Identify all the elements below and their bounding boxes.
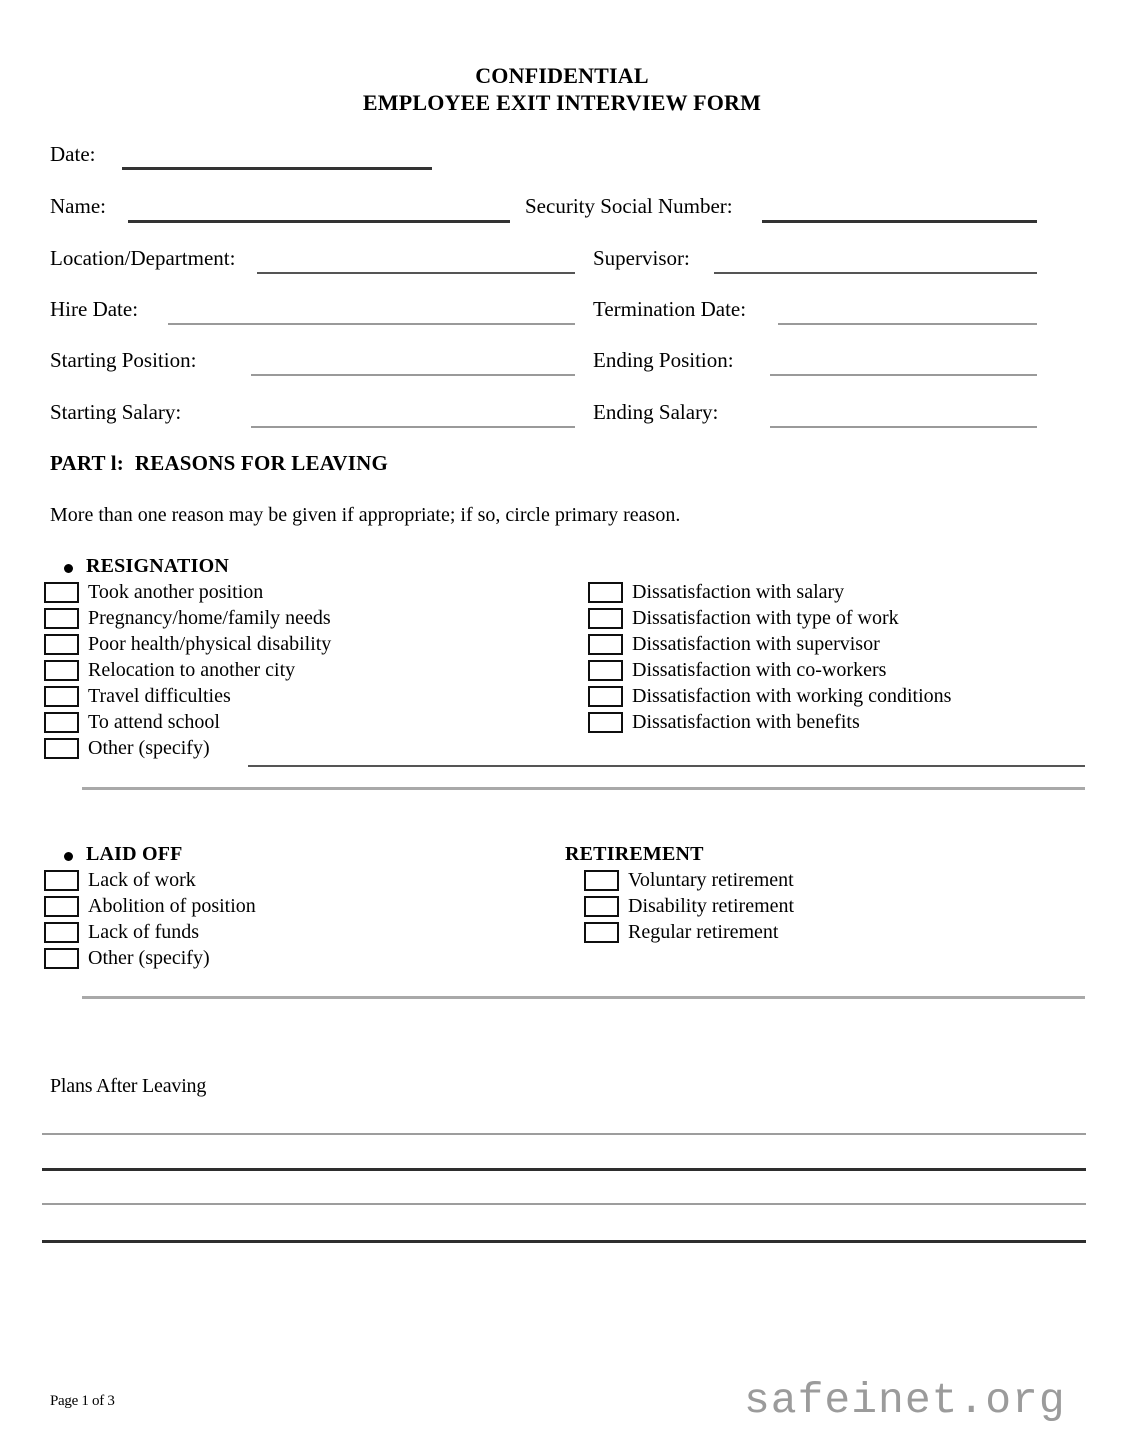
field-starting-position	[50, 347, 196, 377]
field-input-location-department[interactable]	[257, 272, 575, 274]
group-title-retirement: RETIREMENT	[565, 843, 704, 865]
checkbox-item[interactable]	[584, 919, 794, 945]
checkbox-label: Lack of funds	[88, 921, 200, 943]
field-label-supervisor: Supervisor:	[593, 246, 690, 270]
field-label-termination-date: Termination Date:	[593, 297, 747, 321]
field-input-starting-salary[interactable]	[251, 426, 575, 428]
checkbox-label: Took another position	[88, 581, 264, 603]
checkbox-item[interactable]	[44, 605, 331, 631]
page-number: Page 1 of 3	[50, 1393, 115, 1409]
plans-write-line-4[interactable]	[42, 1240, 1086, 1243]
checkbox-to-attend-school[interactable]	[44, 712, 79, 733]
checkbox-label: Dissatisfaction with supervisor	[632, 633, 880, 655]
checkbox-abolition-of-position[interactable]	[44, 896, 79, 917]
field-input-resignation-other-specify[interactable]	[248, 765, 1085, 767]
laid-off-list	[44, 867, 256, 971]
checkbox-item[interactable]	[588, 631, 951, 657]
checkbox-dissatisfaction-with-type-of-work[interactable]	[588, 608, 623, 629]
field-label-ssn: Security Social Number:	[525, 194, 733, 218]
section-separator-resignation	[82, 787, 1085, 790]
checkbox-item[interactable]	[44, 867, 256, 893]
plans-after-leaving-title: Plans After Leaving	[50, 1075, 207, 1097]
resignation-right-list	[588, 579, 951, 735]
checkbox-item[interactable]	[588, 683, 951, 709]
checkbox-label: Dissatisfaction with benefits	[632, 711, 860, 733]
section-separator-laid-off	[82, 996, 1085, 999]
field-ending-position	[593, 347, 734, 377]
field-label-ending-position: Ending Position:	[593, 348, 734, 372]
title-confidential: CONFIDENTIAL	[475, 63, 649, 88]
watermark-safeinet: safeinet.org	[744, 1376, 1066, 1425]
group-title-laid-off: LAID OFF	[86, 843, 183, 865]
part1-heading: PART l: REASONS FOR LEAVING	[50, 451, 389, 475]
checkbox-dissatisfaction-with-supervisor[interactable]	[588, 634, 623, 655]
field-label-date: Date:	[50, 142, 96, 166]
plans-write-line-1[interactable]	[42, 1133, 1086, 1135]
checkbox-dissatisfaction-with-working-conditions[interactable]	[588, 686, 623, 707]
field-input-starting-position[interactable]	[251, 374, 575, 376]
checkbox-dissatisfaction-with-co-workers[interactable]	[588, 660, 623, 681]
checkbox-item[interactable]	[44, 919, 256, 945]
checkbox-took-another-position[interactable]	[44, 582, 79, 603]
checkbox-item[interactable]	[584, 867, 794, 893]
document-title-block	[0, 62, 1124, 116]
field-termination-date	[593, 296, 746, 326]
checkbox-item[interactable]	[44, 945, 256, 971]
checkbox-item[interactable]	[44, 657, 331, 683]
checkbox-lack-of-funds[interactable]	[44, 922, 79, 943]
field-supervisor	[593, 245, 690, 275]
bullet-icon-laid-off	[64, 852, 73, 861]
checkbox-label: Voluntary retirement	[628, 869, 794, 891]
checkbox-item[interactable]	[44, 683, 331, 709]
checkbox-relocation-to-another-city[interactable]	[44, 660, 79, 681]
checkbox-item[interactable]	[44, 631, 331, 657]
field-input-ssn[interactable]	[762, 220, 1037, 223]
plans-write-line-2[interactable]	[42, 1168, 1086, 1171]
checkbox-item[interactable]	[588, 709, 951, 735]
checkbox-dissatisfaction-with-salary[interactable]	[588, 582, 623, 603]
checkbox-label: Dissatisfaction with type of work	[632, 607, 899, 629]
checkbox-label: Disability retirement	[628, 895, 795, 917]
field-label-name: Name:	[50, 194, 106, 218]
checkbox-label: Other (specify)	[88, 947, 210, 969]
checkbox-disability-retirement[interactable]	[584, 896, 619, 917]
checkbox-label: Pregnancy/home/family needs	[88, 607, 331, 629]
checkbox-laid-off-other[interactable]	[44, 948, 79, 969]
retirement-list	[584, 867, 794, 945]
part1-instruction: More than one reason may be given if appropriate; if so, circle primary reason.	[50, 504, 681, 526]
field-input-ending-salary[interactable]	[770, 426, 1037, 428]
plans-write-line-3[interactable]	[42, 1203, 1086, 1205]
field-label-ending-salary: Ending Salary:	[593, 400, 719, 424]
checkbox-item[interactable]	[588, 657, 951, 683]
resignation-left-list	[44, 579, 331, 761]
checkbox-travel-difficulties[interactable]	[44, 686, 79, 707]
checkbox-dissatisfaction-with-benefits[interactable]	[588, 712, 623, 733]
checkbox-item[interactable]	[44, 893, 256, 919]
field-input-date[interactable]	[122, 167, 432, 170]
checkbox-label: Dissatisfaction with salary	[632, 581, 845, 603]
checkbox-label: Dissatisfaction with co-workers	[632, 659, 887, 681]
field-input-supervisor[interactable]	[714, 272, 1037, 274]
checkbox-lack-of-work[interactable]	[44, 870, 79, 891]
checkbox-item[interactable]	[588, 579, 951, 605]
checkbox-label: To attend school	[88, 711, 220, 733]
checkbox-label: Other (specify)	[88, 737, 210, 759]
field-input-name[interactable]	[128, 220, 510, 223]
field-label-starting-salary: Starting Salary:	[50, 400, 182, 424]
checkbox-voluntary-retirement[interactable]	[584, 870, 619, 891]
field-location-department	[50, 245, 235, 275]
field-label-hire-date: Hire Date:	[50, 297, 139, 321]
field-input-termination-date[interactable]	[778, 323, 1037, 325]
field-input-ending-position[interactable]	[770, 374, 1037, 376]
checkbox-label: Abolition of position	[88, 895, 256, 917]
group-title-resignation: RESIGNATION	[86, 555, 229, 577]
checkbox-label: Travel difficulties	[88, 685, 231, 707]
checkbox-label: Poor health/physical disability	[88, 633, 332, 655]
checkbox-poor-health-physical-disability[interactable]	[44, 634, 79, 655]
checkbox-item[interactable]	[44, 735, 331, 761]
checkbox-label: Relocation to another city	[88, 659, 296, 681]
field-label-location-department: Location/Department:	[50, 246, 236, 270]
field-starting-salary	[50, 399, 181, 429]
field-ssn	[525, 193, 733, 223]
checkbox-item[interactable]	[44, 709, 331, 735]
field-ending-salary	[593, 399, 718, 429]
checkbox-item[interactable]	[44, 579, 331, 605]
checkbox-pregnancy-home-family-needs[interactable]	[44, 608, 79, 629]
field-label-starting-position: Starting Position:	[50, 348, 197, 372]
checkbox-regular-retirement[interactable]	[584, 922, 619, 943]
field-input-hire-date[interactable]	[168, 323, 575, 325]
checkbox-label: Dissatisfaction with working conditions	[632, 685, 952, 707]
checkbox-label: Lack of work	[88, 869, 196, 891]
checkbox-label: Regular retirement	[628, 921, 779, 943]
checkbox-item[interactable]	[584, 893, 794, 919]
bullet-icon-resignation	[64, 564, 73, 573]
checkbox-resignation-other[interactable]	[44, 738, 79, 759]
field-date	[50, 141, 95, 171]
field-hire-date	[50, 296, 138, 326]
title-form-name: EMPLOYEE EXIT INTERVIEW FORM	[362, 90, 762, 115]
checkbox-item[interactable]	[588, 605, 951, 631]
field-name	[50, 193, 106, 223]
